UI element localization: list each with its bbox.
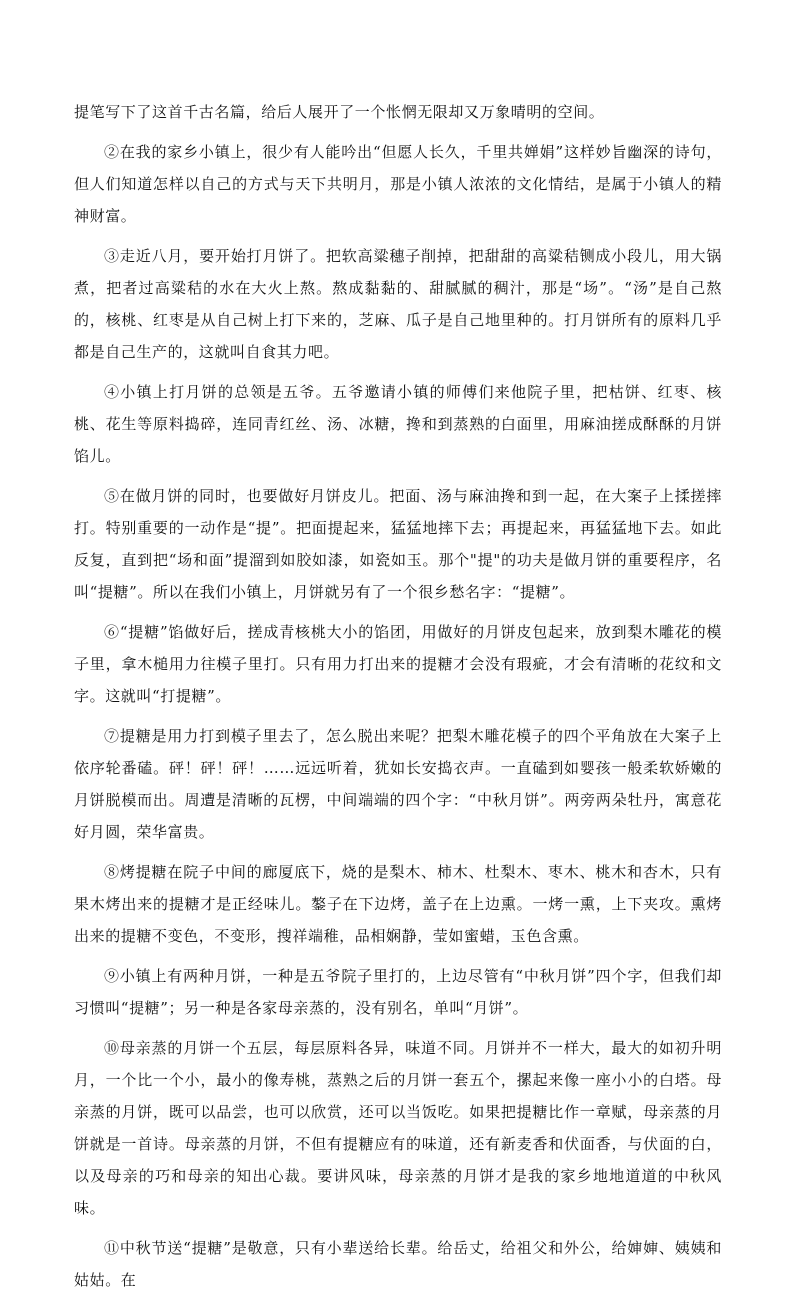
paragraph-8: ⑧烤提糖在院子中间的廊厦底下，烧的是梨木、柿木、杜梨木、枣木、桃木和杏木，只有果木烤出来的提糖才是正经味儿。鏊子在下边烤，盖子在上边熏。一烤一熏，上下夹攻。熏烤出来的提糖不变色，不变形，搜祥端稚，品相娴静，莹如蜜蜡，玉色含熏。: [74, 863, 722, 945]
paragraph-2: ②在我的家乡小镇上，很少有人能吟出“但愿人长久，千里共婵娟”这样妙旨幽深的诗句，但人们知道怎样以自己的方式与天下共明月，那是小镇人浓浓的文化情结，是属于小镇人的精神财富。: [74, 143, 722, 225]
paragraph-5: ⑤在做月饼的同时，也要做好月饼皮儿。把面、汤与麻油搀和到一起，在大案子上揉搓摔打。特别重要的一动作是“提”。把面提起来，猛猛地摔下去；再提起来，再猛猛地下去。如此反复，直到把“场和面”提溜到如胶如漆，如瓷如玉。那个"提"的功夫是做月饼的重要程序，名叫“提糖”。所以在我们小镇上，月饼就另有了一个很乡愁名字：“提糖”。: [74, 487, 722, 601]
paragraph-7: ⑦提糖是用力打到模子里去了，怎么脱出来呢？把梨木雕花模子的四个平角放在大案子上依序轮番磕。砰！砰！砰！……远远听着，犹如长安捣衣声。一直磕到如婴孩一般柔软娇嫩的月饼脱模而出。周遭是清晰的瓦楞，中间端端的四个字：“中秋月饼”。两旁两朵牡丹，寓意花好月圆，荣华富贵。: [74, 727, 722, 841]
paragraph-6: ⑥“提糖”馅做好后，搓成青核桃大小的馅团，用做好的月饼皮包起来，放到梨木雕花的模子里，拿木槌用力往模子里打。只有用力打出来的提糖才会没有瑕疵，才会有清晰的花纹和文字。这就叫“打提糖”。: [74, 623, 722, 705]
paragraph-10: ⑩母亲蒸的月饼一个五层，每层原料各异，味道不同。月饼并不一样大，最大的如初升明月，一个比一个小，最小的像寿桃，蒸熟之后的月饼一套五个，摞起来像一座小小的白塔。母亲蒸的月饼，既可以品尝，也可以欣赏，还可以当饭吃。如果把提糖比作一章赋，母亲蒸的月饼就是一首诗。母亲蒸的月饼，不但有提糖应有的味道，还有新麦香和伏面香，与伏面的白，以及母亲的巧和母亲的知出心裁。要讲风味，母亲蒸的月饼才是我的家乡地地道道的中秋风味。: [74, 1039, 722, 1217]
paragraph-9: ⑨小镇上有两种月饼，一种是五爷院子里打的，上边尽管有“中秋月饼”四个字，但我们却习惯叫“提糖”；另一种是各家母亲蒸的，没有别名，单叫“月饼”。: [74, 967, 722, 1017]
paragraph-3: ③走近八月，要开始打月饼了。把软高粱穗子削掉，把甜甜的高粱秸铡成小段儿，用大锅煮，把者过高粱秸的水在大火上熬。熬成黏黏的、甜腻腻的稠汁，那是“场”。“汤”是自己熬的，核桃、红枣是从自己树上打下来的，芝麻、瓜子是自己地里种的。打月饼所有的原料几乎都是自己生产的，这就叫自食其力吧。: [74, 247, 722, 361]
paragraph-continuation: 提笔写下了这首千古名篇，给后人展开了一个怅惘无限却又万象晴明的空间。: [74, 103, 605, 121]
paragraph-4: ④小镇上打月饼的总领是五爷。五爷邀请小镇的师傅们来他院子里，把枯饼、红枣、核桃、花生等原料捣碎，连同青红丝、汤、冰糖，搀和到蒸熟的白面里，用麻油搓成酥酥的月饼馅儿。: [74, 383, 722, 465]
paragraph-11: ⑪中秋节送“提糖”是敬意，只有小辈送给长辈。给岳丈，给祖父和外公，给婶婶、姨姨和姑姑。在: [74, 1239, 722, 1289]
